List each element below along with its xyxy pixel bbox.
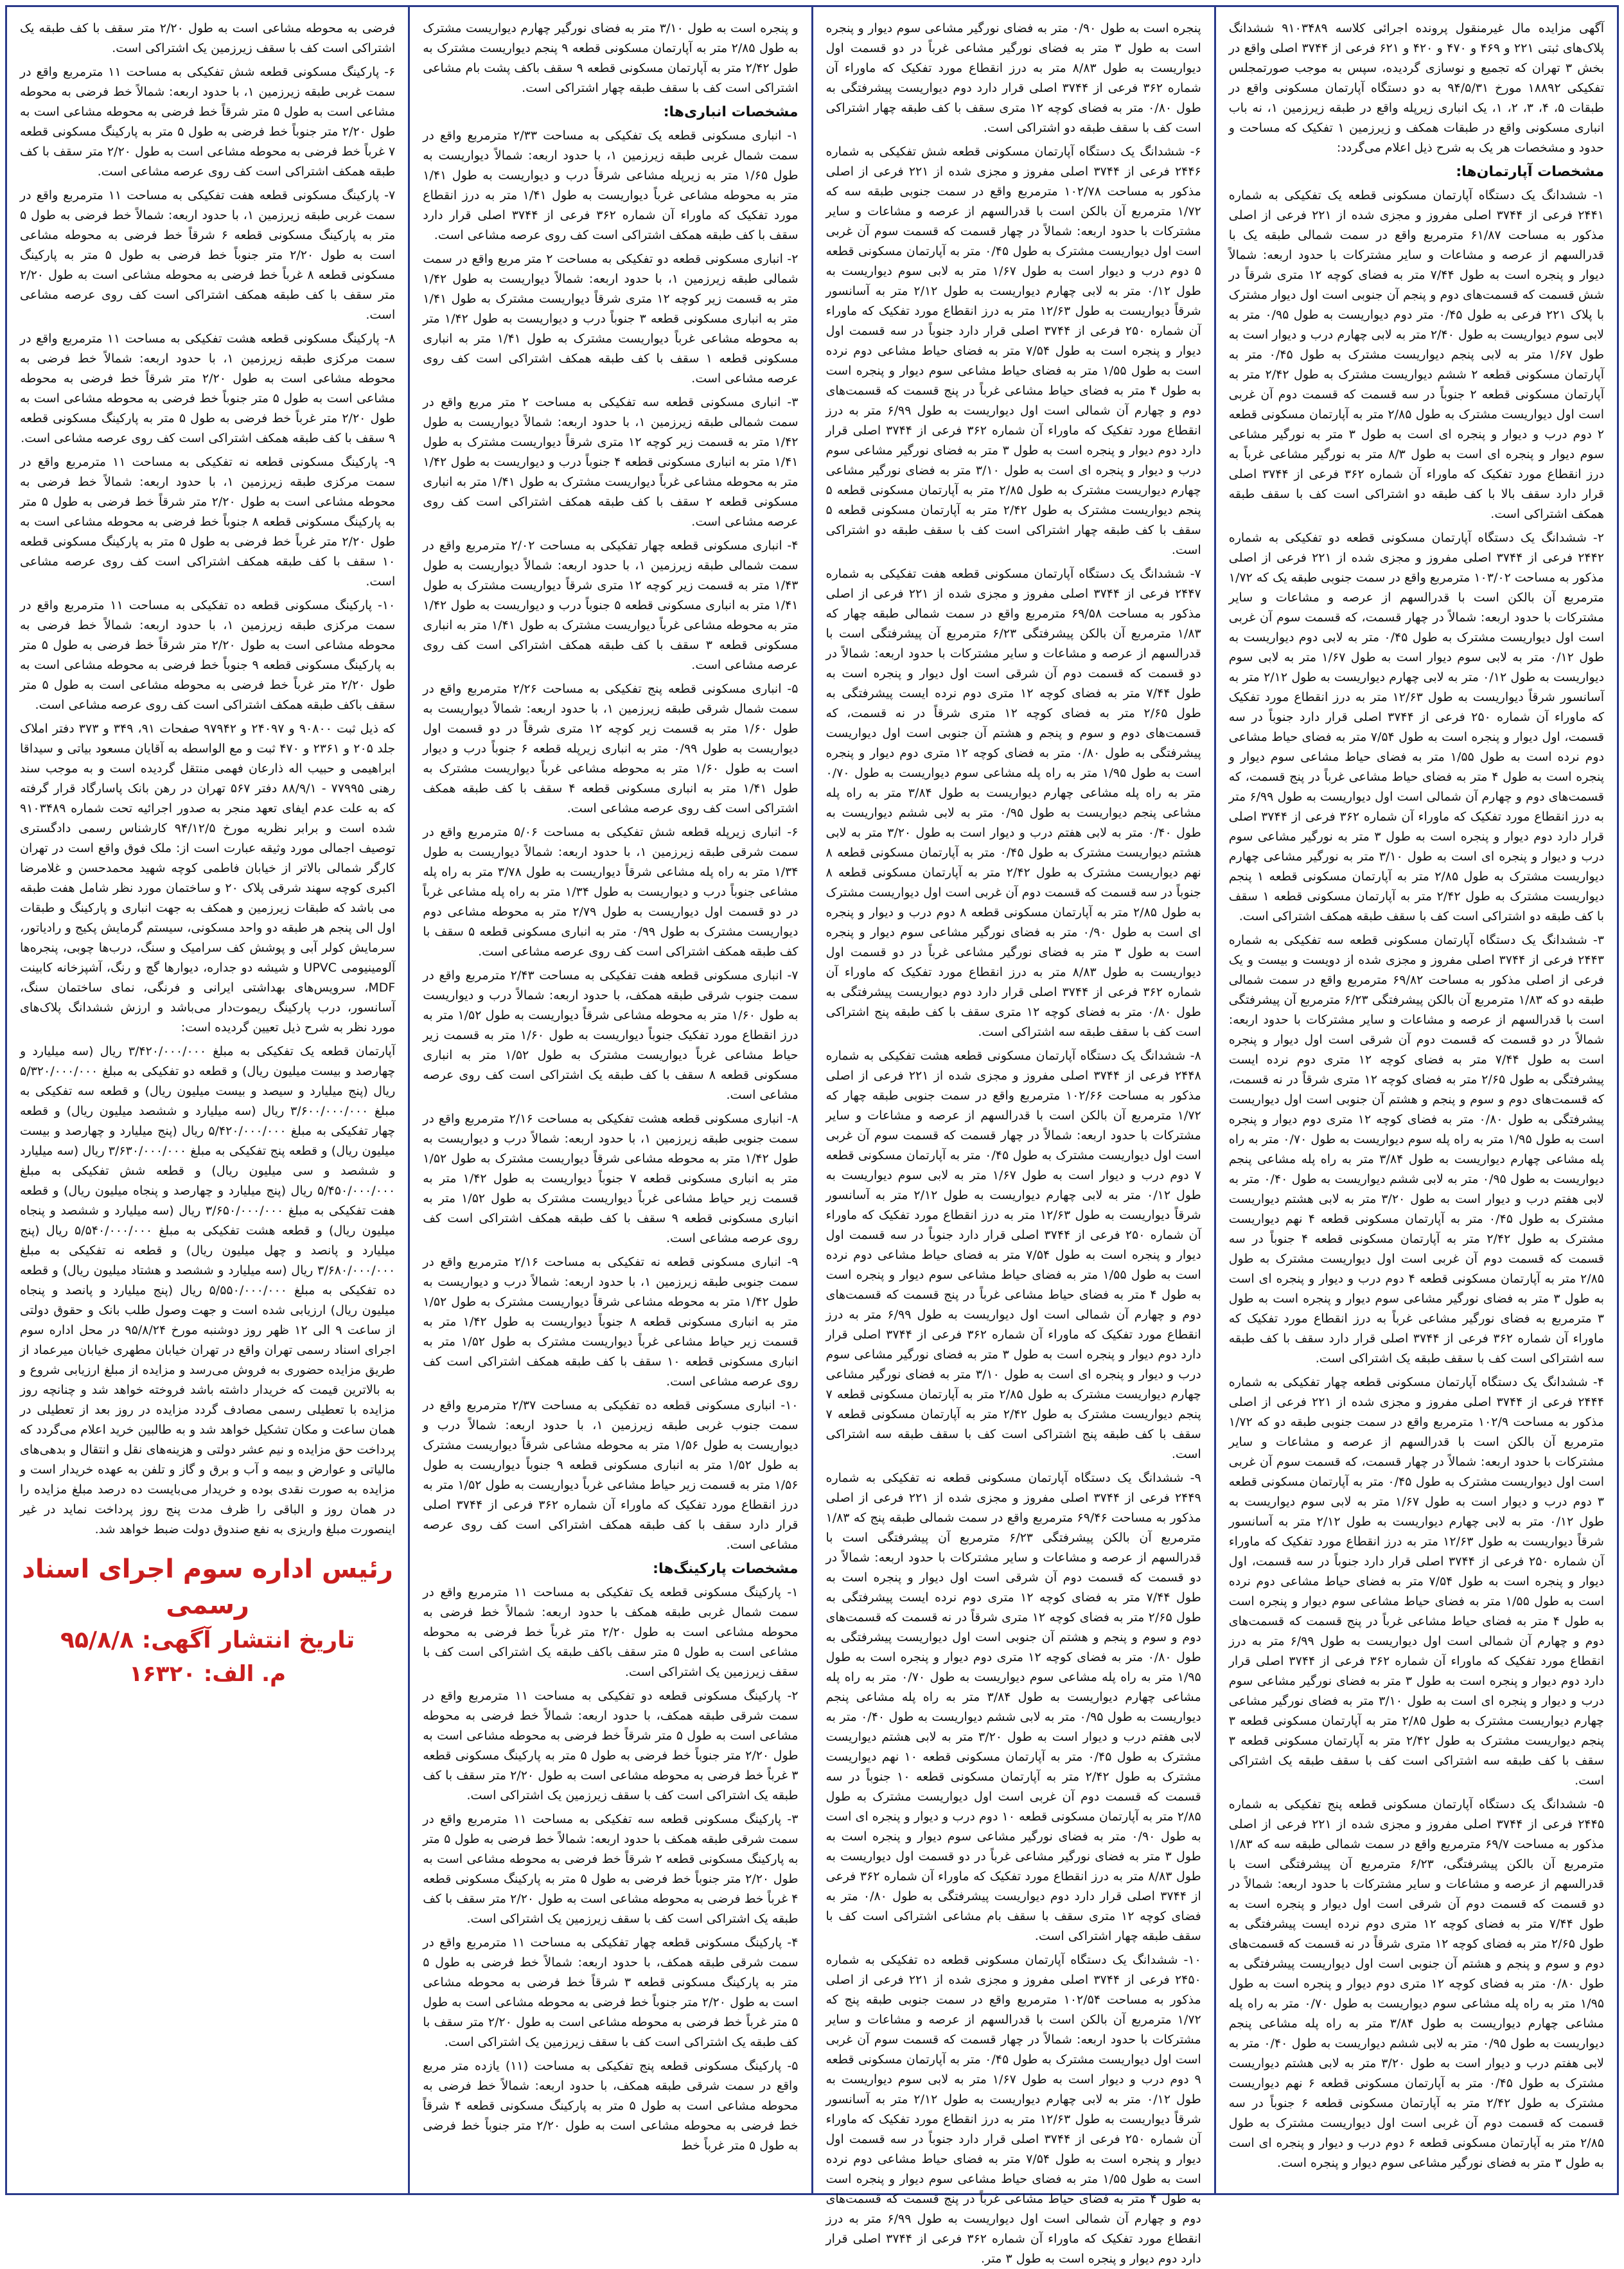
paragraph: ۶- انباری زیرپله قطعه شش تفکیکی به مساحت ۵/۰۶ مترمربع واقع در سمت شرقی طبقه زیرزمین ۱، با حدود اربعه: شمالاً دیواریست به طول ۱/۳۴ متر به راه پله مشاعی شرقاً دیواریست به طول ۳/۷۸ متر به راه پله مشاعی جنوباً درب و دیواریست به طول ۱/۳۴ متر به راه پله مشاعی غرباً در دو قسمت اول دیواریست به طول ۲/۷۹ متر به محوطه مشاعی دوم دیواریست مشترک به طول ۰/۹۹ متر به انباری مسکونی قطعه ۵ سقف با کف طبقه همکف اشتراکی است کف روی عرصه مشاعی است. xyxy=(423,825,799,959)
paragraph: ۱- ششدانگ یک دستگاه آپارتمان مسکونی قطعه یک تفکیکی به شماره ۲۴۴۱ فرعی از ۳۷۴۴ اصلی مفروز و مجزی شده از ۲۲۱ فرعی از اصلی مذکور به مساحت ۶۱/۸۷ مترمربع واقع در سمت شمالی طبقه یک با قدرالسهم از عرصه و مشاعات و سایر مشترکات با حدود اربعه: شمالاً دیوار و پنجره است به طول ۷/۴۴ متر به فضای کوچه ۱۲ متری شرقاً در شش قسمت که قسمت‌های دوم و پنجم آن جنوبی است اول دیوار مشترک با پلاک ۲۲۱ فرعی به طول ۰/۴۵ متر دوم دیواریست به طول ۰/۹۵ متر به لابی سوم دیواریست به طول ۲/۴۰ متر به لابی چهارم درب و دیوار است به طول ۱/۶۷ متر به لابی پنجم دیواریست مشترک به طول ۰/۴۵ متر به آپارتمان مسکونی قطعه ۲ ششم دیواریست مشترک به طول ۲/۴۲ متر به آپارتمان مسکونی قطعه ۲ جنوباً در سه قسمت که قسمت دوم آن غربی است اول دیواریست مشترک به طول ۲/۸۵ متر به آپارتمان مسکونی قطعه ۲ دوم درب و دیوار و پنجره ای است به طول ۳ متر به نورگیر مشاعی سوم دیوار و پنجره ای است به طول ۸/۳ متر به نورگیر مشاعی غرباً به درز انقطاع مورد تفکیک که ماوراء آن شماره ۳۶۲ فرعی از ۳۷۴۴ اصلی قرار دارد سقف بالا با کف طبقه دو اشتراکی است کف با سقف طبقه همکف اشتراکی است. xyxy=(1228,188,1605,521)
signature-block xyxy=(20,1551,395,1690)
paragraph: پنجره است به طول ۰/۹۰ متر به فضای نورگیر مشاعی سوم دیوار و پنجره است به طول ۳ متر به فضای نورگیر مشاعی غرباً در دو قسمت اول دیواریست به طول ۸/۸۳ متر به درز انقطاع مورد تفکیک که ماوراء آن شماره ۳۶۲ فرعی از ۳۷۴۴ اصلی قرار دارد دوم دیواریست پیشرفتگی به طول ۰/۸۰ متر به فضای کوچه ۱۲ متری سقف با کف طبقه چهار اشتراکی است کف با سقف طبقه دو اشتراکی است. xyxy=(825,21,1201,135)
paragraph: و پنجره است به طول ۳/۱۰ متر به فضای نورگیر چهارم دیواریست مشترک به طول ۲/۸۵ متر به آپارتمان مسکونی قطعه ۹ پنجم دیواریست مشترک به طول ۲/۴۲ متر به آپارتمان مسکونی قطعه ۹ سقف باکف پشت بام مشاعی اشتراکی است کف با سقف طبقه چهار اشتراکی است. xyxy=(423,21,799,95)
paragraph: ۱۰- انباری مسکونی قطعه ده تفکیکی به مساحت ۲/۳۷ مترمربع واقع در سمت جنوب غربی طبقه زیرزمین ۱، با حدود اربعه: شمالاً درب و دیواریست به طول ۱/۵۶ متر به محوطه مشاعی شرقاً دیواریست مشترک به طول ۱/۵۲ متر به انباری مسکونی قطعه ۹ جنوباً دیواریست به طول ۱/۵۶ متر به قسمت زیر حیاط مشاعی غرباً دیواریست به طول ۱/۵۲ متر به درز انقطاع مورد تفکیک که ماوراء آن شماره ۳۶۲ فرعی از ۳۷۴۴ اصلی قرار دارد سقف با کف طبقه همکف اشتراکی است کف روی عرصه مشاعی است. xyxy=(423,1398,799,1552)
newspaper-ad-page xyxy=(5,5,1619,2266)
section-heading: مشخصات انباری‌ها: xyxy=(663,104,799,120)
paragraph: ۳- انباری مسکونی قطعه سه تفکیکی به مساحت ۲ متر مربع واقع در سمت شمالی طبقه زیرزمین ۱، با حدود اربعه: شمالاً دیواریست به طول ۱/۴۲ متر به قسمت زیر کوچه ۱۲ متری شرقاً دیواریست مشترک به طول ۱/۴۱ متر به انباری مسکونی قطعه ۴ جنوباً درب و دیواریست به طول ۱/۴۲ متر به محوطه مشاعی غرباً دیواریست مشترک به طول ۱/۴۱ متر به انباری مسکونی قطعه ۲ سقف با کف طبقه همکف اشتراکی است کف روی عرصه مشاعی است. xyxy=(423,395,799,529)
paragraph: ۳- پارکینگ مسکونی قطعه سه تفکیکی به مساحت ۱۱ مترمربع واقع در سمت شرقی طبقه همکف با حدود اربعه: شمالاً خط فرضی به طول ۵ متر به پارکینگ مسکونی قطعه ۲ شرقاً خط فرضی به محوطه مشاعی است به طول ۲/۲۰ متر جنوباً خط فرضی به طول ۵ متر به پارکینگ مسکونی قطعه ۴ غرباً خط فرضی به محوطه مشاعی است به طول ۲/۲۰ متر سقف با کف طبقه یک اشتراکی است کف با سقف زیرزمین یک اشتراکی است. xyxy=(423,1812,799,1926)
paragraph: ۵- انباری مسکونی قطعه پنج تفکیکی به مساحت ۲/۲۶ مترمربع واقع در سمت شمال شرقی طبقه زیرزمین ۱، با حدود اربعه: شمالاً دیواریست به طول ۱/۶۰ متر به قسمت زیر کوچه ۱۲ متری شرقاً در دو قسمت اول دیواریست به طول ۰/۹۹ متر به انباری زیرپله قطعه ۶ جنوباً درب و دیوار است به طول ۱/۶۰ متر به محوطه مشاعی غرباً دیواریست مشترک به طول ۱/۴۱ متر به انباری مسکونی قطعه ۴ سقف با کف طبقه همکف اشتراکی است کف روی عرصه مشاعی است. xyxy=(423,682,799,815)
publish-date: تاریخ انتشار آگهی: ۹۵/۸/۸ xyxy=(60,1627,355,1653)
columns xyxy=(7,7,1617,2266)
column-2 xyxy=(811,7,1214,2266)
paragraph: فرضی به محوطه مشاعی است به طول ۲/۲۰ متر سقف با کف طبقه یک اشتراکی است کف با سقف زیرزمین یک اشتراکی است. xyxy=(20,21,396,55)
paragraph: ۴- انباری مسکونی قطعه چهار تفکیکی به مساحت ۲/۰۲ مترمربع واقع در سمت شمالی طبقه زیرزمین ۱، با حدود اربعه: شمالاً دیواریست به طول ۱/۴۳ متر به قسمت زیر کوچه ۱۲ متری شرقاً دیواریست مشترک به طول ۱/۴۱ متر به انباری مسکونی قطعه ۵ جنوباً درب و دیواریست به طول ۱/۴۲ متر به محوطه مشاعی غرباً دیواریست مشترک به طول ۱/۴۱ متر به انباری مسکونی قطعه ۳ سقف با کف طبقه همکف اشتراکی است کف روی عرصه مشاعی است. xyxy=(423,538,799,672)
column-3 xyxy=(408,7,811,2193)
paragraph: ۹- ششدانگ یک دستگاه آپارتمان مسکونی قطعه نه تفکیکی به شماره ۲۴۴۹ فرعی از ۳۷۴۴ اصلی مفروز و مجزی شده از ۲۲۱ فرعی از اصلی مذکور به مساحت ۶۹/۴۶ مترمربع واقع در سمت شمالی طبقه پنج که ۱/۸۳ مترمربع آن بالکن پیشرفتگی ۶/۲۳ مترمربع آن پیشرفتگی است با قدرالسهم از عرصه و مشاعات و سایر مشترکات با حدود اربعه: شمالاً در دو قسمت که قسمت دوم آن شرقی است اول دیوار و پنجره است به طول ۷/۴۴ متر به فضای کوچه ۱۲ متری دوم نرده ایست پیشرفتگی به طول ۲/۶۵ متر به فضای کوچه ۱۲ متری شرقاً در نه قسمت که قسمت‌های دوم و سوم و پنجم و هشتم آن جنوبی است اول دیواریست پیشرفتگی به طول ۰/۸۰ متر به فضای کوچه ۱۲ متری دوم دیوار و پنجره است به طول ۱/۹۵ متر به راه پله مشاعی سوم دیواریست به طول ۰/۷۰ متر به راه پله مشاعی چهارم دیواریست به طول ۳/۸۴ متر به راه پله مشاعی پنجم دیواریست به طول ۰/۹۵ متر به لابی ششم دیواریست به طول ۰/۴۰ متر به لابی هفتم درب و دیوار است به طول ۳/۲۰ متر به لابی هشتم دیواریست مشترک به طول ۰/۴۵ متر به آپارتمان مسکونی قطعه ۱۰ نهم دیواریست مشترک به طول ۲/۴۲ متر به آپارتمان مسکونی قطعه ۱۰ جنوباً در سه قسمت که قسمت دوم آن غربی است اول دیواریست مشترک به طول ۲/۸۵ متر به آپارتمان مسکونی قطعه ۱۰ دوم درب و دیوار و پنجره ای است به طول ۰/۹۰ متر به فضای نورگیر مشاعی سوم دیوار و پنجره است به طول ۳ متر به فضای نورگیر مشاعی غرباً در دو قسمت اول دیواریست به طول ۸/۸۳ متر به درز انقطاع مورد تفکیک که ماوراء آن شماره ۳۶۲ فرعی از ۳۷۴۴ اصلی قرار دارد دوم دیواریست پیشرفتگی به طول ۰/۸۰ متر به فضای کوچه ۱۲ متری سقف با سقف بام مشاعی اشتراکی است کف با سقف طبقه چهار اشتراکی است. xyxy=(825,1471,1201,1943)
paragraph: ۹- انباری مسکونی قطعه نه تفکیکی به مساحت ۲/۱۶ مترمربع واقع در سمت جنوبی طبقه زیرزمین ۱، با حدود اربعه: شمالاً درب و دیواریست به طول ۱/۴۲ متر به محوطه مشاعی شرقاً دیواریست مشترک به طول ۱/۵۲ متر به انباری مسکونی قطعه ۸ جنوباً دیواریست به طول ۱/۴۲ متر به قسمت زیر حیاط مشاعی غرباً دیواریست مشترک به طول ۱/۵۲ متر به انباری مسکونی قطعه ۱۰ سقف با کف طبقه همکف اشتراکی است کف روی عرصه مشاعی است. xyxy=(423,1255,799,1389)
paragraph: ۱- انباری مسکونی قطعه یک تفکیکی به مساحت ۲/۳۳ مترمربع واقع در سمت شمال غربی طبقه زیرزمین ۱، با حدود اربعه: شمالاً دیواریست به طول ۱/۶۵ متر به زیرپله مشاعی شرقاً درب و دیواریست به طول ۱/۴۱ متر به محوطه مشاعی غرباً دیواریست به طول ۱/۴۱ متر به درز انقطاع مورد تفکیک که ماوراء آن شماره ۳۶۲ فرعی از ۳۷۴۴ اصلی قرار دارد سقف با کف طبقه همکف اشتراکی است کف روی عرصه مشاعی است. xyxy=(423,129,799,242)
paragraph: ۷- پارکینگ مسکونی قطعه هفت تفکیکی به مساحت ۱۱ مترمربع واقع در سمت غربی طبقه زیرزمین ۱، با حدود اربعه: شمالاً خط فرضی به طول ۵ متر به پارکینگ مسکونی قطعه ۶ شرقاً خط فرضی به محوطه مشاعی است به طول ۲/۲۰ متر جنوباً خط فرضی به طول ۵ متر به پارکینگ مسکونی قطعه ۸ غرباً خط فرضی به محوطه مشاعی است به طول ۲/۲۰ متر سقف با کف طبقه همکف اشتراکی است کف روی عرصه مشاعی است. xyxy=(20,188,396,322)
paragraph: ۲- پارکینگ مسکونی قطعه دو تفکیکی به مساحت ۱۱ مترمربع واقع در سمت شرقی طبقه همکف، با حدود اربعه: شمالاً خط فرضی به محوطه مشاعی است به طول ۵ متر شرقاً خط فرضی به محوطه مشاعی است به طول ۲/۲۰ متر جنوباً خط فرضی به طول ۵ متر به پارکینگ مسکونی قطعه ۳ غرباً خط فرضی به محوطه مشاعی است به طول ۲/۲۰ متر سقف با کف طبقه یک اشتراکی است کف با سقف زیرزمین یک اشتراکی است. xyxy=(423,1689,799,1802)
paragraph: ۲- انباری مسکونی قطعه دو تفکیکی به مساحت ۲ متر مربع واقع در سمت شمالی طبقه زیرزمین ۱، با حدود اربعه: شمالاً دیواریست به طول ۱/۴۲ متر به قسمت زیر کوچه ۱۲ متری شرقاً دیواریست مشترک به طول ۱/۴۱ متر به انباری مسکونی قطعه ۳ جنوباً درب و دیواریست به طول ۱/۴۲ متر به محوطه مشاعی غرباً دیواریست مشترک به طول ۱/۴۱ متر به انباری مسکونی قطعه ۱ سقف با کف طبقه همکف اشتراکی است کف روی عرصه مشاعی است. xyxy=(423,252,799,386)
paragraph: ۲- ششدانگ یک دستگاه آپارتمان مسکونی قطعه دو تفکیکی به شماره ۲۴۴۲ فرعی از ۳۷۴۴ اصلی مفروز و مجزی شده از ۲۲۱ فرعی از اصلی مذکور به مساحت ۱۰۳/۰۲ مترمربع واقع در سمت جنوبی طبقه یک که ۱/۷۲ مترمربع آن بالکن است با قدرالسهم از عرصه و مشاعات و سایر مشترکات با حدود اربعه: شمالاً در چهار قسمت، که قسمت سوم آن غربی است اول دیواریست مشترک به طول ۰/۴۵ متر به لابی دوم دیواریست به طول ۰/۱۲ متر به لابی سوم دیوار است به طول ۱/۶۷ متر به لابی سوم دیواریست به طول ۰/۱۲ متر به لابی چهارم دیواریست به طول ۲/۱۲ متر به آسانسور شرقاً دیواریست به طول ۱۲/۶۳ متر به درز انقطاع مورد تفکیک که ماوراء آن شماره ۲۵۰ فرعی از ۳۷۴۴ اصلی قرار دارد جنوباً در سه قسمت، اول دیوار و پنجره است به طول ۷/۵۴ متر به فضای حیاط مشاعی دوم نرده است به طول ۱/۵۵ متر به فضای حیاط مشاعی سوم دیوار و پنجره است به طول ۴ متر به فضای حیاط مشاعی غرباً در پنج قسمت، که قسمت‌های دوم و چهارم آن شمالی است اول دیواریست به طول ۶/۹۹ متر به درز انقطاع مورد تفکیک که ماوراء آن شماره ۳۶۲ فرعی از ۳۷۴۴ اصلی قرار دارد دوم دیوار و پنجره است به طول ۳ متر به نورگیر مشاعی سوم درب و دیوار و پنجره ای است به طول ۳/۱۰ متر به نورگیر مشاعی چهارم دیواریست مشترک به طول ۲/۸۵ متر به آپارتمان مسکونی قطعه ۱ پنجم دیواریست مشترک به طول ۲/۴۲ متر به آپارتمان مسکونی قطعه ۱ سقف با کف طبقه دو اشتراکی است کف با سقف طبقه همکف اشتراکی است. xyxy=(1228,531,1605,923)
section-heading: مشخصات پارکینگ‌ها: xyxy=(653,1561,799,1577)
paragraph: که ذیل ثبت ۹۰۸۰۰ و ۲۴۰۹۷ و ۹۷۹۴۲ صفحات ۹۱، ۳۴۹ و ۳۷۳ دفتر املاک جلد ۲۰۵ و ۲۳۶۱ و ۴۷۰ ثبت و مع الواسطه به آقایان مسعود بیاتی و سیداقا ابراهیمی و حبیب اله ذارعان فهمی منتقل گردیده است و به موجب سند رهنی ۷۷۹۹۵ - ۸۸/۹/۱ دفتر ۵۶۷ تهران در رهن بانک پاسارگاد قرار گرفته که به علت عدم ایفای تعهد منجر به صدور اجرائیه تحت شماره ۹۱۰۳۴۸۹ شده است و برابر نظریه مورخ ۹۴/۱۲/۵ کارشناس رسمی دادگستری توصیف اجمالی مورد وثیقه عبارت است از: ملک فوق واقع است در تهران کارگر شمالی بالاتر از خیابان فاطمی کوچه شهید محمدحسن و غلامرضا اکبری کوچه سهند شرقی پلاک ۲۰ و ساختمان مورد نظر شامل هفت طبقه می باشد که طبقات زیرزمین و همکف به جهت انباری و پارکینگ و طبقات اول الی پنجم هر طبقه دو واحد مسکونی، سیستم گرمایش پکیج و رادیاتور، سرمایش کولر آبی و پوشش کف سرامیک و سنگ، درب‌ها چوبی، پنجره‌ها آلومینیومی UPVC و شیشه دو جداره، دیوارها گچ و رنگ، آشپزخانه کابینت MDF، سرویس‌های بهداشتی ایرانی و فرنگی، نمای ساختمان سنگ، آسانسور، درب پارکینگ ریموت‌دار می‌باشد و ارزش ششدانگ پلاک‌های مورد نظر به شرح ذیل تعیین گردیده است: xyxy=(20,722,396,1035)
paragraph: ۸- ششدانگ یک دستگاه آپارتمان مسکونی قطعه هشت تفکیکی به شماره ۲۴۴۸ فرعی از ۳۷۴۴ اصلی مفروز و مجزی شده از ۲۲۱ فرعی از اصلی مذکور به مساحت ۱۰۲/۶۶ مترمربع واقع در سمت جنوبی طبقه چهار که ۱/۷۲ مترمربع آن بالکن است با قدرالسهم از عرصه و مشاعات و سایر مشترکات با حدود اربعه: شمالاً در چهار قسمت که قسمت سوم آن غربی است اول دیواریست مشترک به طول ۰/۴۵ متر به آپارتمان مسکونی قطعه ۷ دوم درب و دیوار است به طول ۱/۶۷ متر به لابی سوم دیواریست به طول ۰/۱۲ متر به لابی چهارم دیواریست به طول ۲/۱۲ متر به آسانسور شرقاً دیواریست به طول ۱۲/۶۳ متر به درز انقطاع مورد تفکیک که ماوراء آن شماره ۲۵۰ فرعی از ۳۷۴۴ اصلی قرار دارد جنوباً در سه قسمت اول دیوار و پنجره است به طول ۷/۵۴ متر به فضای حیاط مشاعی دوم نرده است به طول ۱/۵۵ متر به فضای حیاط مشاعی سوم دیوار و پنجره است به طول ۴ متر به فضای حیاط مشاعی غرباً در پنج قسمت که قسمت‌های دوم و چهارم آن شمالی است اول دیواریست به طول ۶/۹۹ متر به درز انقطاع مورد تفکیک که ماوراء آن شماره ۳۶۲ فرعی از ۳۷۴۴ اصلی قرار دارد دوم دیوار و پنجره است به طول ۳ متر به فضای نورگیر مشاعی سوم درب و دیوار و پنجره ای است به طول ۳/۱۰ متر به فضای نورگیر مشاعی چهارم دیواریست مشترک به طول ۲/۸۵ متر به آپارتمان مسکونی قطعه ۷ پنجم دیواریست مشترک به طول ۲/۴۲ متر به آپارتمان مسکونی قطعه ۷ سقف با کف طبقه پنج اشتراکی است کف با سقف طبقه سه اشتراکی است. xyxy=(825,1049,1201,1461)
paragraph: ۱۰- ششدانگ یک دستگاه آپارتمان مسکونی قطعه ده تفکیکی به شماره ۲۴۵۰ فرعی از ۳۷۴۴ اصلی مفروز و مجزی شده از ۲۲۱ فرعی از اصلی مذکور به مساحت ۱۰۲/۵۴ مترمربع واقع در سمت جنوبی طبقه پنج که ۱/۷۲ مترمربع آن بالکن است با قدرالسهم از عرصه و مشاعات و سایر مشترکات با حدود اربعه: شمالاً در چهار قسمت که قسمت سوم آن غربی است اول دیواریست مشترک به طول ۰/۴۵ متر به آپارتمان مسکونی قطعه ۹ دوم درب و دیوار است به طول ۱/۶۷ متر به لابی سوم دیواریست به طول ۰/۱۲ متر به لابی چهارم دیواریست به طول ۲/۱۲ متر به آسانسور شرقاً دیواریست به طول ۱۲/۶۳ متر به درز انقطاع مورد تفکیک که ماوراء آن شماره ۲۵۰ فرعی از ۳۷۴۴ اصلی قرار دارد جنوباً در سه قسمت اول دیوار و پنجره است به طول ۷/۵۴ متر به فضای حیاط مشاعی دوم نرده است به طول ۱/۵۵ متر به فضای حیاط مشاعی سوم دیوار و پنجره است به طول ۴ متر به فضای حیاط مشاعی غرباً در پنج قسمت که قسمت‌های دوم و چهارم آن شمالی است اول دیواریست به طول ۶/۹۹ متر به درز انقطاع مورد تفکیک که ماوراء آن شماره ۳۶۲ فرعی از ۳۷۴۴ اصلی قرار دارد دوم دیوار و پنجره است به طول ۳ متر. xyxy=(825,1953,1201,2266)
section-heading: مشخصات آپارتمان‌ها: xyxy=(1456,164,1604,180)
paragraph: ۷- انباری مسکونی قطعه هفت تفکیکی به مساحت ۲/۴۳ مترمربع واقع در سمت جنوب شرقی طبقه همکف، با حدود اربعه: شمالاً درب و دیواریست به طول ۱/۶۰ متر به محوطه مشاعی شرقاً دیواریست به طول ۱/۵۲ متر به درز انقطاع مورد تفکیک جنوباً دیواریست به طول ۱/۶۰ متر به قسمت زیر حیاط مشاعی غرباً دیواریست مشترک به طول ۱/۵۲ متر به انباری مسکونی قطعه ۸ سقف با کف طبقه یک اشتراکی است کف روی عرصه مشاعی است. xyxy=(423,968,799,1102)
ad-code: م. الف: ۱۶۳۲۰ xyxy=(129,1661,287,1687)
paragraph: ۶- ششدانگ یک دستگاه آپارتمان مسکونی قطعه شش تفکیکی به شماره ۲۴۴۶ فرعی از ۳۷۴۴ اصلی مفروز و مجزی شده از ۲۲۱ فرعی از اصلی مذکور به مساحت ۱۰۲/۷۸ مترمربع واقع در سمت جنوبی طبقه سه که ۱/۷۲ مترمربع آن بالکن است با قدرالسهم از عرصه و مشاعات و سایر مشترکات با حدود اربعه: شمالاً در چهار قسمت که قسمت سوم آن غربی است اول دیواریست مشترک به طول ۰/۴۵ متر به آپارتمان مسکونی قطعه ۵ دوم درب و دیوار است به طول ۱/۶۷ متر به لابی سوم دیواریست به طول ۰/۱۲ متر به لابی چهارم دیواریست به طول ۲/۱۲ متر به آسانسور شرقاً دیواریست به طول ۱۲/۶۳ متر به درز انقطاع مورد تفکیک که ماوراء آن شماره ۲۵۰ فرعی از ۳۷۴۴ اصلی قرار دارد جنوباً در سه قسمت اول دیوار و پنجره است به طول ۷/۵۴ متر به فضای حیاط مشاعی دوم نرده است به طول ۱/۵۵ متر به فضای حیاط مشاعی سوم دیوار و پنجره است به طول ۴ متر به فضای حیاط مشاعی غرباً در پنج قسمت که قسمت‌های دوم و چهارم آن شمالی است اول دیواریست به طول ۶/۹۹ متر به درز انقطاع مورد تفکیک که ماوراء آن شماره ۳۶۲ فرعی از ۳۷۴۴ اصلی قرار دارد دوم دیوار و پنجره است به طول ۳ متر به فضای نورگیر مشاعی سوم درب و دیوار و پنجره ای است به طول ۳/۱۰ متر به فضای نورگیر مشاعی چهارم دیواریست مشترک به طول ۲/۸۵ متر به آپارتمان مسکونی قطعه ۵ پنجم دیواریست مشترک به طول ۲/۴۲ متر به آپارتمان مسکونی قطعه ۵ سقف با کف طبقه چهار اشتراکی است کف با سقف طبقه دو اشتراکی است. xyxy=(825,145,1201,557)
paragraph: ۹- پارکینگ مسکونی قطعه نه تفکیکی به مساحت ۱۱ مترمربع واقع در سمت مرکزی طبقه زیرزمین ۱، با حدود اربعه: شمالاً خط فرضی به محوطه مشاعی است به طول ۲/۲۰ متر شرقاً خط فرضی به طول ۵ متر به پارکینگ مسکونی قطعه ۸ جنوباً خط فرضی به محوطه مشاعی است به طول ۲/۲۰ متر غرباً خط فرضی به طول ۵ متر به پارکینگ مسکونی قطعه ۱۰ سقف با کف طبقه همکف اشتراکی است کف روی عرصه مشاعی است. xyxy=(20,455,396,589)
paragraph: ۷- ششدانگ یک دستگاه آپارتمان مسکونی قطعه هفت تفکیکی به شماره ۲۴۴۷ فرعی از ۳۷۴۴ اصلی مفروز و مجزی شده از ۲۲۱ فرعی از اصلی مذکور به مساحت ۶۹/۵۸ مترمربع واقع در سمت شمالی طبقه چهار که ۱/۸۳ مترمربع آن بالکن پیشرفتگی ۶/۲۳ مترمربع آن پیشرفتگی است با قدرالسهم از عرصه و مشاعات و سایر مشترکات با حدود اربعه: شمالاً در دو قسمت که قسمت دوم آن شرقی است اول دیوار و پنجره است به طول ۷/۴۴ متر به فضای کوچه ۱۲ متری دوم نرده ایست پیشرفتگی به طول ۲/۶۵ متر به فضای کوچه ۱۲ متری شرقاً در نه قسمت، که قسمت‌های دوم و سوم و پنجم و هشتم آن جنوبی است اول دیواریست پیشرفتگی به طول ۰/۸۰ متر به فضای کوچه ۱۲ متری دوم دیوار و پنجره است به طول ۱/۹۵ متر به راه پله مشاعی سوم دیواریست به طول ۰/۷۰ متر به راه پله مشاعی چهارم دیواریست به طول ۳/۸۴ متر به راه پله مشاعی پنجم دیواریست به طول ۰/۹۵ متر به لابی ششم دیواریست به طول ۰/۴۰ متر به لابی هفتم درب و دیوار است به طول ۳/۲۰ متر به لابی هشتم دیواریست مشترک به طول ۰/۴۵ متر به آپارتمان مسکونی قطعه ۸ نهم دیواریست مشترک به طول ۲/۴۲ متر به آپارتمان مسکونی قطعه ۸ جنوباً در سه قسمت که قسمت دوم آن غربی است اول دیواریست مشترک به طول ۲/۸۵ متر به آپارتمان مسکونی قطعه ۸ دوم درب و دیوار و پنجره ای است به طول ۰/۹۰ متر به فضای نورگیر مشاعی سوم دیوار و پنجره است به طول ۳ متر به فضای نورگیر مشاعی غرباً در دو قسمت اول دیواریست به طول ۸/۸۳ متر به درز انقطاع مورد تفکیک که ماوراء آن شماره ۳۶۲ فرعی از ۳۷۴۴ اصلی قرار دارد دوم دیواریست پیشرفتگی به طول ۰/۸۰ متر به فضای کوچه ۱۲ متری سقف با کف طبقه پنج اشتراکی است کف با سقف طبقه سه اشتراکی است. xyxy=(825,567,1201,1039)
paragraph: ۴- ششدانگ یک دستگاه آپارتمان مسکونی قطعه چهار تفکیکی به شماره ۲۴۴۴ فرعی از ۳۷۴۴ اصلی مفروز و مجزی شده از ۲۲۱ فرعی از اصلی مذکور به مساحت ۱۰۲/۹ مترمربع واقع در سمت جنوبی طبقه دو که ۱/۷۲ مترمربع آن بالکن است با قدرالسهم از عرصه و مشاعات و سایر مشترکات با حدود اربعه: شمالاً در چهار قسمت، که قسمت سوم آن غربی است اول دیواریست مشترک به طول ۰/۴۵ متر به آپارتمان مسکونی قطعه ۳ دوم درب و دیوار است به طول ۱/۶۷ متر به لابی سوم دیواریست به طول ۰/۱۲ متر به لابی چهارم دیواریست به طول ۲/۱۲ متر به آسانسور شرقاً دیواریست به طول ۱۲/۶۳ متر به درز انقطاع مورد تفکیک که ماوراء آن شماره ۲۵۰ فرعی از ۳۷۴۴ اصلی قرار دارد جنوباً در سه قسمت، اول دیوار و پنجره است به طول ۷/۵۴ متر به فضای حیاط مشاعی دوم نرده است به طول ۱/۵۵ متر به فضای حیاط مشاعی سوم دیوار و پنجره است به طول ۴ متر به فضای حیاط مشاعی غرباً در پنج قسمت که قسمت‌های دوم و چهارم آن شمالی است اول دیواریست به طول ۶/۹۹ متر به درز انقطاع مورد تفکیک که ماوراء آن شماره ۳۶۲ فرعی از ۳۷۴۴ اصلی قرار دارد دوم دیوار و پنجره است به طول ۳ متر به فضای نورگیر مشاعی سوم درب و دیوار و پنجره ای است به طول ۳/۱۰ متر به فضای نورگیر مشاعی چهارم دیواریست مشترک به طول ۲/۸۵ متر به آپارتمان مسکونی قطعه ۳ پنجم دیواریست مشترک به طول ۲/۴۲ متر به آپارتمان مسکونی قطعه ۳ سقف با کف طبقه سه اشتراکی است کف با سقف طبقه یک اشتراکی است. xyxy=(1228,1375,1605,1788)
paragraph: ۸- انباری مسکونی قطعه هشت تفکیکی به مساحت ۲/۱۶ مترمربع واقع در سمت جنوبی طبقه زیرزمین ۱، با حدود اربعه: شمالاً درب و دیواریست به طول ۱/۴۲ متر به محوطه مشاعی شرقاً دیواریست مشترک به طول ۱/۵۲ متر به انباری مسکونی قطعه ۷ جنوباً دیواریست به طول ۱/۴۲ متر به قسمت زیر حیاط مشاعی غرباً دیواریست مشترک به طول ۱/۵۲ متر به انباری مسکونی قطعه ۹ سقف با کف طبقه همکف اشتراکی است کف روی عرصه مشاعی است. xyxy=(423,1112,799,1245)
paragraph: ۳- ششدانگ یک دستگاه آپارتمان مسکونی قطعه سه تفکیکی به شماره ۲۴۴۳ فرعی از ۳۷۴۴ اصلی مفروز و مجزی شده از دویست و بیست و یک فرعی از اصلی مذکور به مساحت ۶۹/۸۲ مترمربع واقع در سمت شمالی طبقه دو که ۱/۸۳ مترمربع آن بالکن پیشرفتگی ۶/۲۳ مترمربع آن پیشرفتگی است با قدرالسهم از عرصه و مشاعات و سایر مشترکات با حدود اربعه: شمالاً در دو قسمت که قسمت دوم آن شرقی است اول دیوار و پنجره است به طول ۷/۴۴ متر به فضای کوچه ۱۲ متری دوم نرده ایست پیشرفتگی به طول ۲/۶۵ متر به فضای کوچه ۱۲ متری شرقاً در نه قسمت، که قسمت‌های دوم و سوم و پنجم و هشتم آن جنوبی است اول دیواریست پیشرفتگی به طول ۰/۸۰ متر به فضای کوچه ۱۲ متری دوم دیوار و پنجره است به طول ۱/۹۵ متر به راه پله سوم دیواریست به طول ۰/۷۰ متر به راه پله مشاعی چهارم دیواریست به طول ۳/۸۴ متر به راه پله مشاعی پنجم دیواریست به طول ۰/۹۵ متر به لابی ششم دیواریست به طول ۰/۴۰ متر به لابی هفتم درب و دیوار است به طول ۳/۲۰ متر به لابی هشتم دیواریست مشترک به طول ۰/۴۵ متر به آپارتمان مسکونی قطعه ۴ نهم دیواریست مشترک به طول ۲/۴۲ متر به آپارتمان مسکونی قطعه ۴ جنوباً در سه قسمت که قسمت دوم آن غربی است اول دیواریست مشترک به طول ۲/۸۵ متر به آپارتمان مسکونی قطعه ۴ دوم درب و دیوار و پنجره ای است به طول ۳ متر به فضای نورگیر مشاعی سوم دیوار و پنجره است به طول ۳ مترمربع به فضای نورگیر مشاعی غرباً به درز انقطاع مورد تفکیک که ماوراء آن شماره ۳۶۲ فرعی از ۳۷۴۴ اصلی قرار دارد سقف با کف طبقه سه اشتراکی است کف با سقف طبقه یک اشتراکی است. xyxy=(1228,933,1605,1366)
paragraph: ۱۰- پارکینگ مسکونی قطعه ده تفکیکی به مساحت ۱۱ مترمربع واقع در سمت مرکزی طبقه زیرزمین ۱، با حدود اربعه: شمالاً خط فرضی به محوطه مشاعی است به طول ۲/۲۰ متر شرقاً خط فرضی به طول ۵ متر به پارکینگ مسکونی قطعه ۹ جنوباً خط فرضی به محوطه مشاعی است به طول ۲/۲۰ متر غرباً خط فرضی به محوطه مشاعی است به طول ۵ متر سقف باکف طبقه همکف اشتراکی است کف روی عرصه مشاعی است. xyxy=(20,598,396,712)
column-4 xyxy=(7,7,408,2193)
paragraph: آگهی مزایده مال غیرمنقول پرونده اجرائی کلاسه ۹۱۰۳۴۸۹ ششدانگ پلاک‌های ثبتی ۲۲۱ و ۴۶۹ و ۴۷۰ و ۴۲۰ و ۶۲۱ فرعی از ۳۷۴۴ اصلی واقع در بخش ۳ تهران که تجمیع و نوسازی گردیده، سپس به موجب صورتمجلس تفکیکی ۱۸۸۹۲ مورخ ۹۴/۵/۳۱ به دو دستگاه آپارتمان مسکونی واقع در طبقات ۵، ۴، ۳، ۲، ۱، یک انباری زیرپله واقع در طبقه زیرزمین ۱، نه باب انباری مسکونی واقع در طبقات همکف و زیرزمین ۱ تفکیک که مساحت و حدود و مشخصات هر یک به شرح ذیل اعلام می‌گردد: xyxy=(1228,21,1605,155)
paragraph: ۴- پارکینگ مسکونی قطعه چهار تفکیکی به مساحت ۱۱ مترمربع واقع در سمت شرقی طبقه همکف، با حدود اربعه: شمالاً خط فرضی به طول ۵ متر به پارکینگ مسکونی قطعه ۳ شرقاً خط فرضی به محوطه مشاعی است به طول ۲/۲۰ متر جنوباً خط فرضی به محوطه مشاعی است به طول ۵ متر غرباً خط فرضی به محوطه مشاعی است به طول ۲/۲۰ متر سقف با کف طبقه یک اشتراکی است کف با سقف زیرزمین یک اشتراکی است. xyxy=(423,1935,799,2049)
paragraph: آپارتمان قطعه یک تفکیکی به مبلغ ۳/۴۲۰/۰۰۰/۰۰۰ ریال (سه میلیارد و چهارصد و بیست میلیون ریال) و قطعه دو تفکیکی به مبلغ ۵/۳۲۰/۰۰۰/۰۰۰ ریال (پنج میلیارد و سیصد و بیست میلیون ریال) و قطعه سه تفکیکی به مبلغ ۳/۶۰۰/۰۰۰/۰۰۰ ریال (سه میلیارد و ششصد میلیون ریال) و قطعه چهار تفکیکی به مبلغ ۵/۴۲۰/۰۰۰/۰۰۰ ریال (پنج میلیارد و چهارصد و بیست میلیون ریال) و قطعه پنج تفکیکی به مبلغ ۳/۶۳۰/۰۰۰/۰۰۰ ریال (سه میلیارد و ششصد و سی میلیون ریال) و قطعه شش تفکیکی به مبلغ ۵/۴۵۰/۰۰۰/۰۰۰ ریال (پنج میلیارد و چهارصد و پنجاه میلیون ریال) و قطعه هفت تفکیکی به مبلغ ۳/۶۵۰/۰۰۰/۰۰۰ ریال (سه میلیارد و ششصد و پنجاه میلیون ریال) و قطعه هشت تفکیکی به مبلغ ۵/۵۴۰/۰۰۰/۰۰۰ ریال (پنج میلیارد و پانصد و چهل میلیون ریال) و قطعه نه تفکیکی به مبلغ ۳/۶۸۰/۰۰۰/۰۰۰ ریال (سه میلیارد و ششصد و هشتاد میلیون ریال) و قطعه ده تفکیکی به مبلغ ۵/۵۵۰/۰۰۰/۰۰۰ ریال (پنج میلیارد و پانصد و پنجاه میلیون ریال) ارزیابی شده است و جهت وصول طلب بانک و حقوق دولتی از ساعت ۹ الی ۱۲ ظهر روز دوشنبه مورخ ۹۵/۸/۲۴ در محل اداره سوم اجرای اسناد رسمی تهران واقع در تهران خیابان مطهری خیابان میرعماد از طریق مزایده حضوری به فروش می‌رسد و مزایده از مبلغ ارزیابی شروع و به بالاترین قیمت که خریدار داشته باشد فروخته خواهد شد و چنانچه روز مزایده با تعطیلی رسمی مصادف گردد مزایده در روز بعد از تعطیلی در همان ساعت و مکان تشکیل خواهد شد و به طالبین خرید اعلام می‌گردد که پرداخت حق مزایده و نیم عشر دولتی و هزینه‌های نقل و انتقال و بدهی‌های مالیاتی و عوارض و بیمه و آب و برق و گاز و تلفن به عهده خریدار است و مزایده به صورت نقدی بوده و خریدار می‌بایست ده درصد مبلغ مزایده را در همان روز و الباقی را ظرف مدت پنج روز پرداخت نماید در غیر اینصورت مبلغ واریزی به نفع صندوق دولت ضبط خواهد شد. xyxy=(20,1044,396,1536)
paragraph: ۵- پارکینگ مسکونی قطعه پنج تفکیکی به مساحت (۱۱) یازده متر مربع واقع در سمت شرقی طبقه همکف، با حدود اربعه: شمالاً خط فرضی به محوطه مشاعی است به طول ۵ متر به پارکینگ مسکونی قطعه ۴ شرقاً خط فرضی به محوطه مشاعی است به طول ۲/۲۰ متر جنوباً خط فرضی به طول ۵ متر غرباً خط xyxy=(423,2059,799,2153)
signature-title: رئیس اداره سوم اجرای اسناد رسمی xyxy=(22,1554,393,1620)
paragraph: ۱- پارکینگ مسکونی قطعه یک تفکیکی به مساحت ۱۱ مترمربع واقع در سمت شمال غربی طبقه همکف با حدود اربعه: شمالاً خط فرضی به محوطه مشاعی است به طول ۲/۲۰ متر غرباً خط فرضی به محوطه مشاعی است به طول ۵ متر سقف باکف طبقه یک اشتراکی است کف با سقف زیرزمین یک اشتراکی است. xyxy=(423,1585,799,1679)
paragraph: ۸- پارکینگ مسکونی قطعه هشت تفکیکی به مساحت ۱۱ مترمربع واقع در سمت مرکزی طبقه زیرزمین ۱، با حدود اربعه: شمالاً خط فرضی به محوطه مشاعی است به طول ۲/۲۰ متر شرقاً خط فرضی به محوطه مشاعی است به طول ۵ متر جنوباً خط فرضی به محوطه مشاعی است به طول ۲/۲۰ متر غرباً خط فرضی به طول ۵ متر به پارکینگ مسکونی قطعه ۹ سقف با کف طبقه همکف اشتراکی است کف روی عرصه مشاعی است. xyxy=(20,332,396,445)
column-1 xyxy=(1214,7,1617,2193)
paragraph: ۵- ششدانگ یک دستگاه آپارتمان مسکونی قطعه پنج تفکیکی به شماره ۲۴۴۵ فرعی از ۳۷۴۴ اصلی مفروز و مجزی شده از ۲۲۱ فرعی از اصلی مذکور به مساحت ۶۹/۷ مترمربع واقع در سمت شمالی طبقه سه که ۱/۸۳ مترمربع آن بالکن پیشرفتگی، ۶/۲۳ مترمربع آن پیشرفتگی است با قدرالسهم از عرصه و مشاعات و سایر مشترکات با حدود اربعه: شمالاً در دو قسمت که قسمت دوم آن شرقی است اول دیوار و پنجره است به طول ۷/۴۴ متر به فضای کوچه ۱۲ متری دوم نرده ایست پیشرفتگی به طول ۲/۶۵ متر به فضای کوچه ۱۲ متری شرقاً در نه قسمت که قسمت‌های دوم و سوم و پنجم و هشتم آن جنوبی است اول دیواریست پیشرفتگی به طول ۰/۸۰ متر به فضای کوچه ۱۲ متری دوم دیوار و پنجره است به طول ۱/۹۵ متر به راه پله مشاعی سوم دیواریست به طول ۰/۷۰ متر به راه پله مشاعی چهارم دیواریست به طول ۳/۸۴ متر به راه پله مشاعی پنجم دیواریست به طول ۰/۹۵ متر به لابی ششم دیواریست به طول ۰/۴۰ متر به لابی هفتم درب و دیوار است به طول ۳/۲۰ متر به لابی هشتم دیواریست مشترک به طول ۰/۴۵ متر به آپارتمان مسکونی قطعه ۶ نهم دیواریست مشترک به طول ۲/۴۲ متر به آپارتمان مسکونی قطعه ۶ جنوباً در سه قسمت که قسمت دوم آن غربی است اول دیواریست مشترک به طول ۲/۸۵ متر به آپارتمان مسکونی قطعه ۶ دوم درب و دیوار و پنجره ای است به طول ۳ متر به فضای نورگیر مشاعی سوم دیوار و پنجره است. xyxy=(1228,1797,1605,2170)
paragraph: ۶- پارکینگ مسکونی قطعه شش تفکیکی به مساحت ۱۱ مترمربع واقع در سمت غربی طبقه زیرزمین ۱، با حدود اربعه: شمالاً خط فرضی به محوطه مشاعی است به طول ۵ متر شرقاً خط فرضی به محوطه مشاعی است به طول ۲/۲۰ متر جنوباً خط فرضی به طول ۵ متر به پارکینگ مسکونی قطعه ۷ غرباً خط فرضی به محوطه مشاعی است به طول ۲/۲۰ متر سقف با کف طبقه همکف اشتراکی است کف روی عرصه مشاعی است. xyxy=(20,65,396,179)
